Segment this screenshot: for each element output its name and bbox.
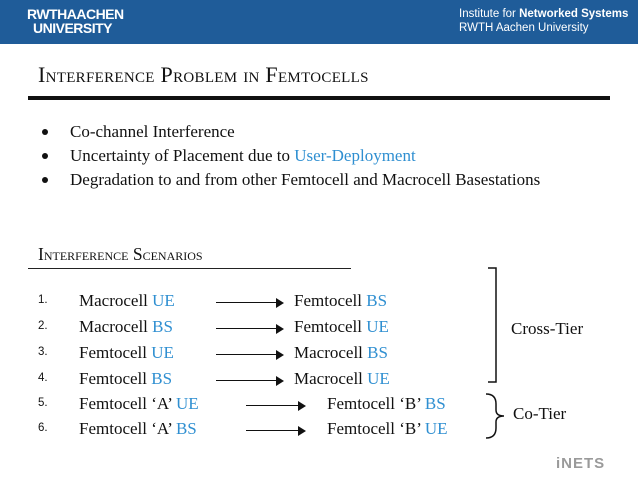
- right-arrow-icon: [246, 426, 306, 436]
- institute-bold: Networked Systems: [519, 8, 629, 20]
- university-logo: [27, 7, 124, 35]
- bullet-text: Uncertainty of Placement due to: [70, 146, 295, 165]
- bullet-dot-icon: [42, 129, 48, 135]
- bullet-dot-icon: [42, 153, 48, 159]
- scenario-source: [79, 419, 197, 439]
- bullet-item: [42, 168, 600, 192]
- scenario-number: 1.: [38, 294, 48, 306]
- logo-line-2: UNIVERSITY: [33, 20, 113, 36]
- source-role: BS: [152, 317, 173, 336]
- bullet-text: Degradation to and from other Femtocell and Macrocell Basestations: [70, 170, 541, 189]
- scenario-number: 6.: [38, 422, 48, 434]
- logo-line-1: RWTHAACHEN: [27, 6, 124, 22]
- source-role: UE: [151, 343, 174, 362]
- nets-logo: iNETS: [556, 455, 606, 472]
- source-cell: Femtocell ‘A’: [79, 394, 176, 413]
- scenario-target: [294, 317, 389, 337]
- bullet-text: Co-channel Interference: [70, 122, 235, 141]
- scenario-number: 3.: [38, 346, 48, 358]
- source-cell: Femtocell: [79, 369, 152, 388]
- co-tier-bracket: [484, 392, 508, 442]
- cross-tier-bracket: [486, 266, 506, 386]
- right-arrow-icon: [216, 350, 284, 360]
- institute-name: [459, 7, 628, 35]
- subtitle-rule: [28, 268, 351, 269]
- target-cell: Femtocell ‘B’: [327, 394, 425, 413]
- title-rule: [28, 96, 610, 100]
- target-cell: Femtocell: [294, 317, 367, 336]
- scenario-target: [294, 291, 387, 311]
- right-arrow-icon: [216, 324, 284, 334]
- source-cell: Femtocell: [79, 343, 152, 362]
- header-bar: [0, 0, 638, 44]
- target-role: UE: [367, 369, 390, 388]
- bullet-list: [42, 120, 600, 192]
- scenario-source: [79, 343, 174, 363]
- scenario-source: [79, 291, 175, 311]
- section-subtitle: Interference Scenarios: [38, 244, 203, 264]
- source-role: UE: [175, 394, 199, 413]
- institute-line-2: RWTH Aachen University: [459, 22, 589, 34]
- source-role: UE: [152, 291, 175, 310]
- target-role: UE: [424, 419, 448, 438]
- right-arrow-icon: [246, 401, 306, 411]
- bullet-item: [42, 120, 600, 144]
- institute-prefix: Institute for: [459, 8, 520, 20]
- scenario-number: 2.: [38, 320, 48, 332]
- target-role: BS: [366, 291, 388, 310]
- target-cell: Macrocell: [294, 343, 368, 362]
- target-role: BS: [424, 394, 446, 413]
- right-arrow-icon: [216, 298, 284, 308]
- scenario-target: [294, 343, 388, 363]
- slide-title: Interference Problem in Femtocells: [38, 62, 369, 87]
- source-role: BS: [151, 369, 173, 388]
- bullet-dot-icon: [42, 177, 48, 183]
- scenario-source: [79, 394, 199, 414]
- source-role: BS: [175, 419, 197, 438]
- bullet-highlight: User-Deployment: [294, 146, 416, 165]
- scenario-target: [327, 419, 448, 439]
- scenario-target: [294, 369, 390, 389]
- target-cell: Macrocell: [294, 369, 368, 388]
- scenario-number: 4.: [38, 372, 48, 384]
- scenario-target: [327, 394, 446, 414]
- source-cell: Femtocell ‘A’: [79, 419, 176, 438]
- cross-tier-label: Cross-Tier: [511, 319, 584, 338]
- source-cell: Macrocell: [79, 317, 153, 336]
- source-cell: Macrocell: [79, 291, 153, 310]
- target-role: BS: [367, 343, 388, 362]
- target-cell: Femtocell: [294, 291, 367, 310]
- co-tier-label: Co-Tier: [513, 404, 567, 423]
- right-arrow-icon: [216, 376, 284, 386]
- scenario-source: [79, 317, 173, 337]
- target-cell: Femtocell ‘B’: [327, 419, 425, 438]
- bullet-item: [42, 144, 600, 168]
- target-role: UE: [366, 317, 389, 336]
- scenario-number: 5.: [38, 397, 48, 409]
- scenario-source: [79, 369, 172, 389]
